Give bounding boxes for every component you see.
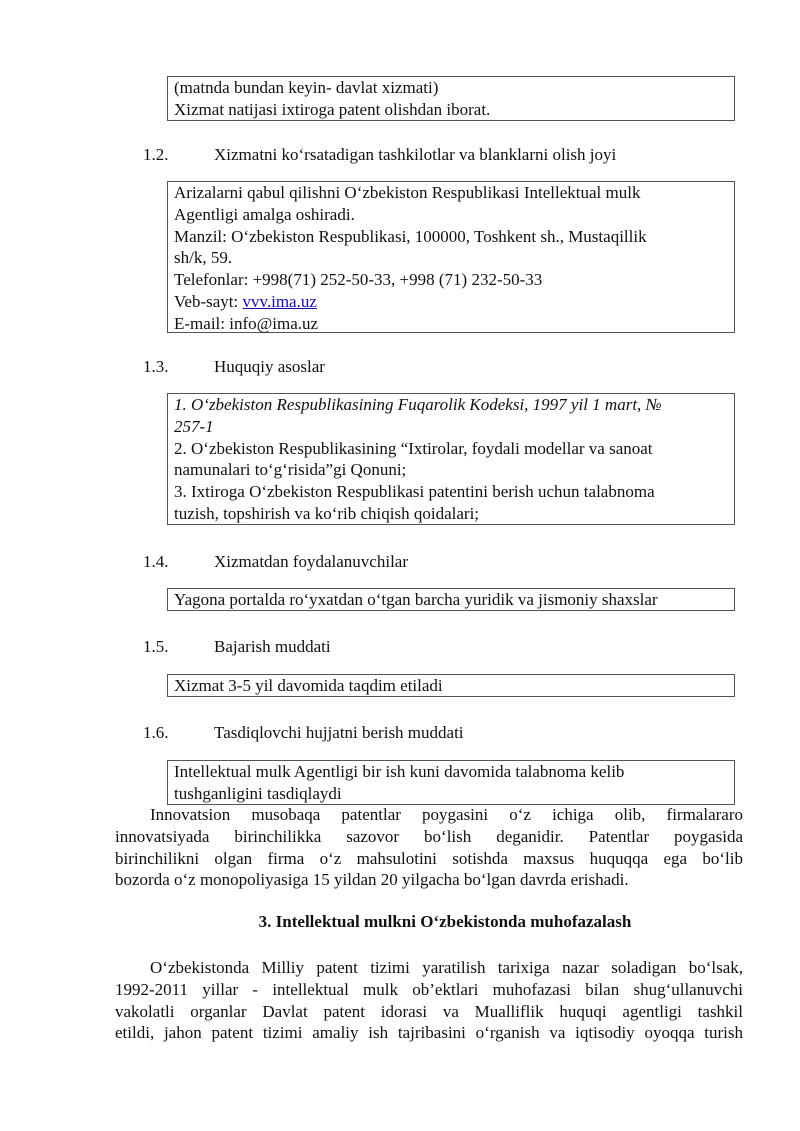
paragraph-line: birinchilikni olgan firma o‘z mahsulotini sotishda maxsus huquqqa ega bo‘lib: [115, 848, 743, 868]
confirmation-box: [167, 760, 735, 805]
section-title: Bajarish muddati: [214, 637, 331, 656]
box-line: Intellektual mulk Agentligi bir ish kuni davomida talabnoma kelib: [174, 762, 625, 781]
legal-item-3-cont: tuzish, topshirish va ko‘rib chiqish qoidalari;: [174, 503, 480, 523]
section-1-6-heading: [0, 723, 800, 743]
organizations-box: [167, 181, 735, 333]
box-line: Yagona portalda ro‘yxatdan o‘tgan barcha yuridik va jismoniy shaxslar: [174, 590, 658, 609]
section-number: 1.5.: [143, 637, 169, 656]
section-1-2-heading: [0, 145, 800, 165]
legal-item-1-cont: 257-1: [174, 416, 214, 436]
legal-item-3: 3. Ixtiroga O‘zbekiston Respublikasi patentini berish uchun talabnoma: [174, 482, 655, 502]
service-result-box: [167, 76, 735, 121]
box-line: Xizmat 3-5 yil davomida taqdim etiladi: [174, 676, 443, 695]
paragraph-line: 1992-2011 yillar - intellektual mulk ob’ektlari muhofazasi bilan shug‘ullanuvchi: [115, 979, 743, 999]
email-line: E-mail: info@ima.uz: [174, 313, 319, 333]
website-label: Veb-sayt:: [174, 291, 243, 311]
legal-item-2-cont: namunalari to‘g‘risida”gi Qonuni;: [174, 460, 407, 480]
website-link[interactable]: vvv.ima.uz: [242, 291, 317, 311]
box-line: tushganligini tasdiqlaydi: [174, 783, 342, 803]
paragraph-line: innovatsiyada birinchilikka sazovor bo‘lish deganidir. Patentlar poygasida: [115, 826, 743, 846]
duration-box: [167, 674, 735, 697]
paragraph-line: bozorda o‘z monopoliyasiga 15 yildan 20 yilgacha bo‘lgan davrda erishadi.: [115, 870, 629, 890]
section-title: Huquqiy asoslar: [214, 357, 325, 376]
section-number: 1.6.: [143, 723, 169, 742]
box-line: Arizalarni qabul qilishni O‘zbekiston Respublikasi Intellektual mulk: [174, 183, 641, 202]
users-box: [167, 588, 735, 611]
box-line: Manzil: O‘zbekiston Respublikasi, 100000, Toshkent sh., Mustaqillik: [174, 226, 647, 246]
section-number: 1.2.: [143, 145, 169, 164]
website-line: [174, 291, 734, 313]
box-line: Xizmat natijasi ixtiroga patent olishdan iborat.: [174, 99, 491, 119]
section-title: Xizmatni ko‘rsatadigan tashkilotlar va blanklarni olish joyi: [214, 145, 617, 164]
section-3-title: 3. Intellektual mulkni O‘zbekistonda muhofazalash: [258, 912, 632, 931]
section-number: 1.3.: [143, 357, 169, 376]
paragraph-line: vakolatli organlar Davlat patent idorasi va Mualliflik huquqi agentligi tashkil: [115, 1001, 743, 1021]
box-line: Agentligi amalga oshiradi.: [174, 204, 355, 224]
box-line: sh/k, 59.: [174, 248, 233, 268]
section-1-5-heading: [0, 637, 800, 657]
paragraph-line: etildi, jahon patent tizimi amaliy ish tajribasini o‘rganish va iqtisodiy oyoqqa turish: [115, 1023, 743, 1043]
section-1-3-heading: [0, 357, 800, 377]
box-line: (matnda bundan keyin- davlat xizmati): [174, 78, 439, 97]
legal-item-2: 2. O‘zbekiston Respublikasining “Ixtirolar, foydali modellar va sanoat: [174, 438, 653, 458]
innovation-paragraph: [115, 804, 743, 891]
paragraph-line: Innovatsion musobaqa patentlar poygasini o‘z ichiga olib, firmalararo: [150, 805, 743, 824]
legal-item-1: 1. O‘zbekiston Respublikasining Fuqarolik Kodeksi, 1997 yil 1 mart, №: [174, 395, 662, 414]
box-line: Telefonlar: +998(71) 252-50-33, +998 (71) 232-50-33: [174, 270, 543, 290]
paragraph-line: O‘zbekistonda Milliy patent tizimi yaratilish tarixiga nazar soladigan bo‘lsak,: [150, 958, 743, 977]
section-title: Tasdiqlovchi hujjatni berish muddati: [214, 723, 464, 742]
legal-basis-box: [167, 393, 735, 525]
history-paragraph: [115, 957, 743, 1044]
section-number: 1.4.: [143, 552, 169, 571]
section-title: Xizmatdan foydalanuvchilar: [214, 552, 409, 571]
section-1-4-heading: [0, 552, 800, 572]
